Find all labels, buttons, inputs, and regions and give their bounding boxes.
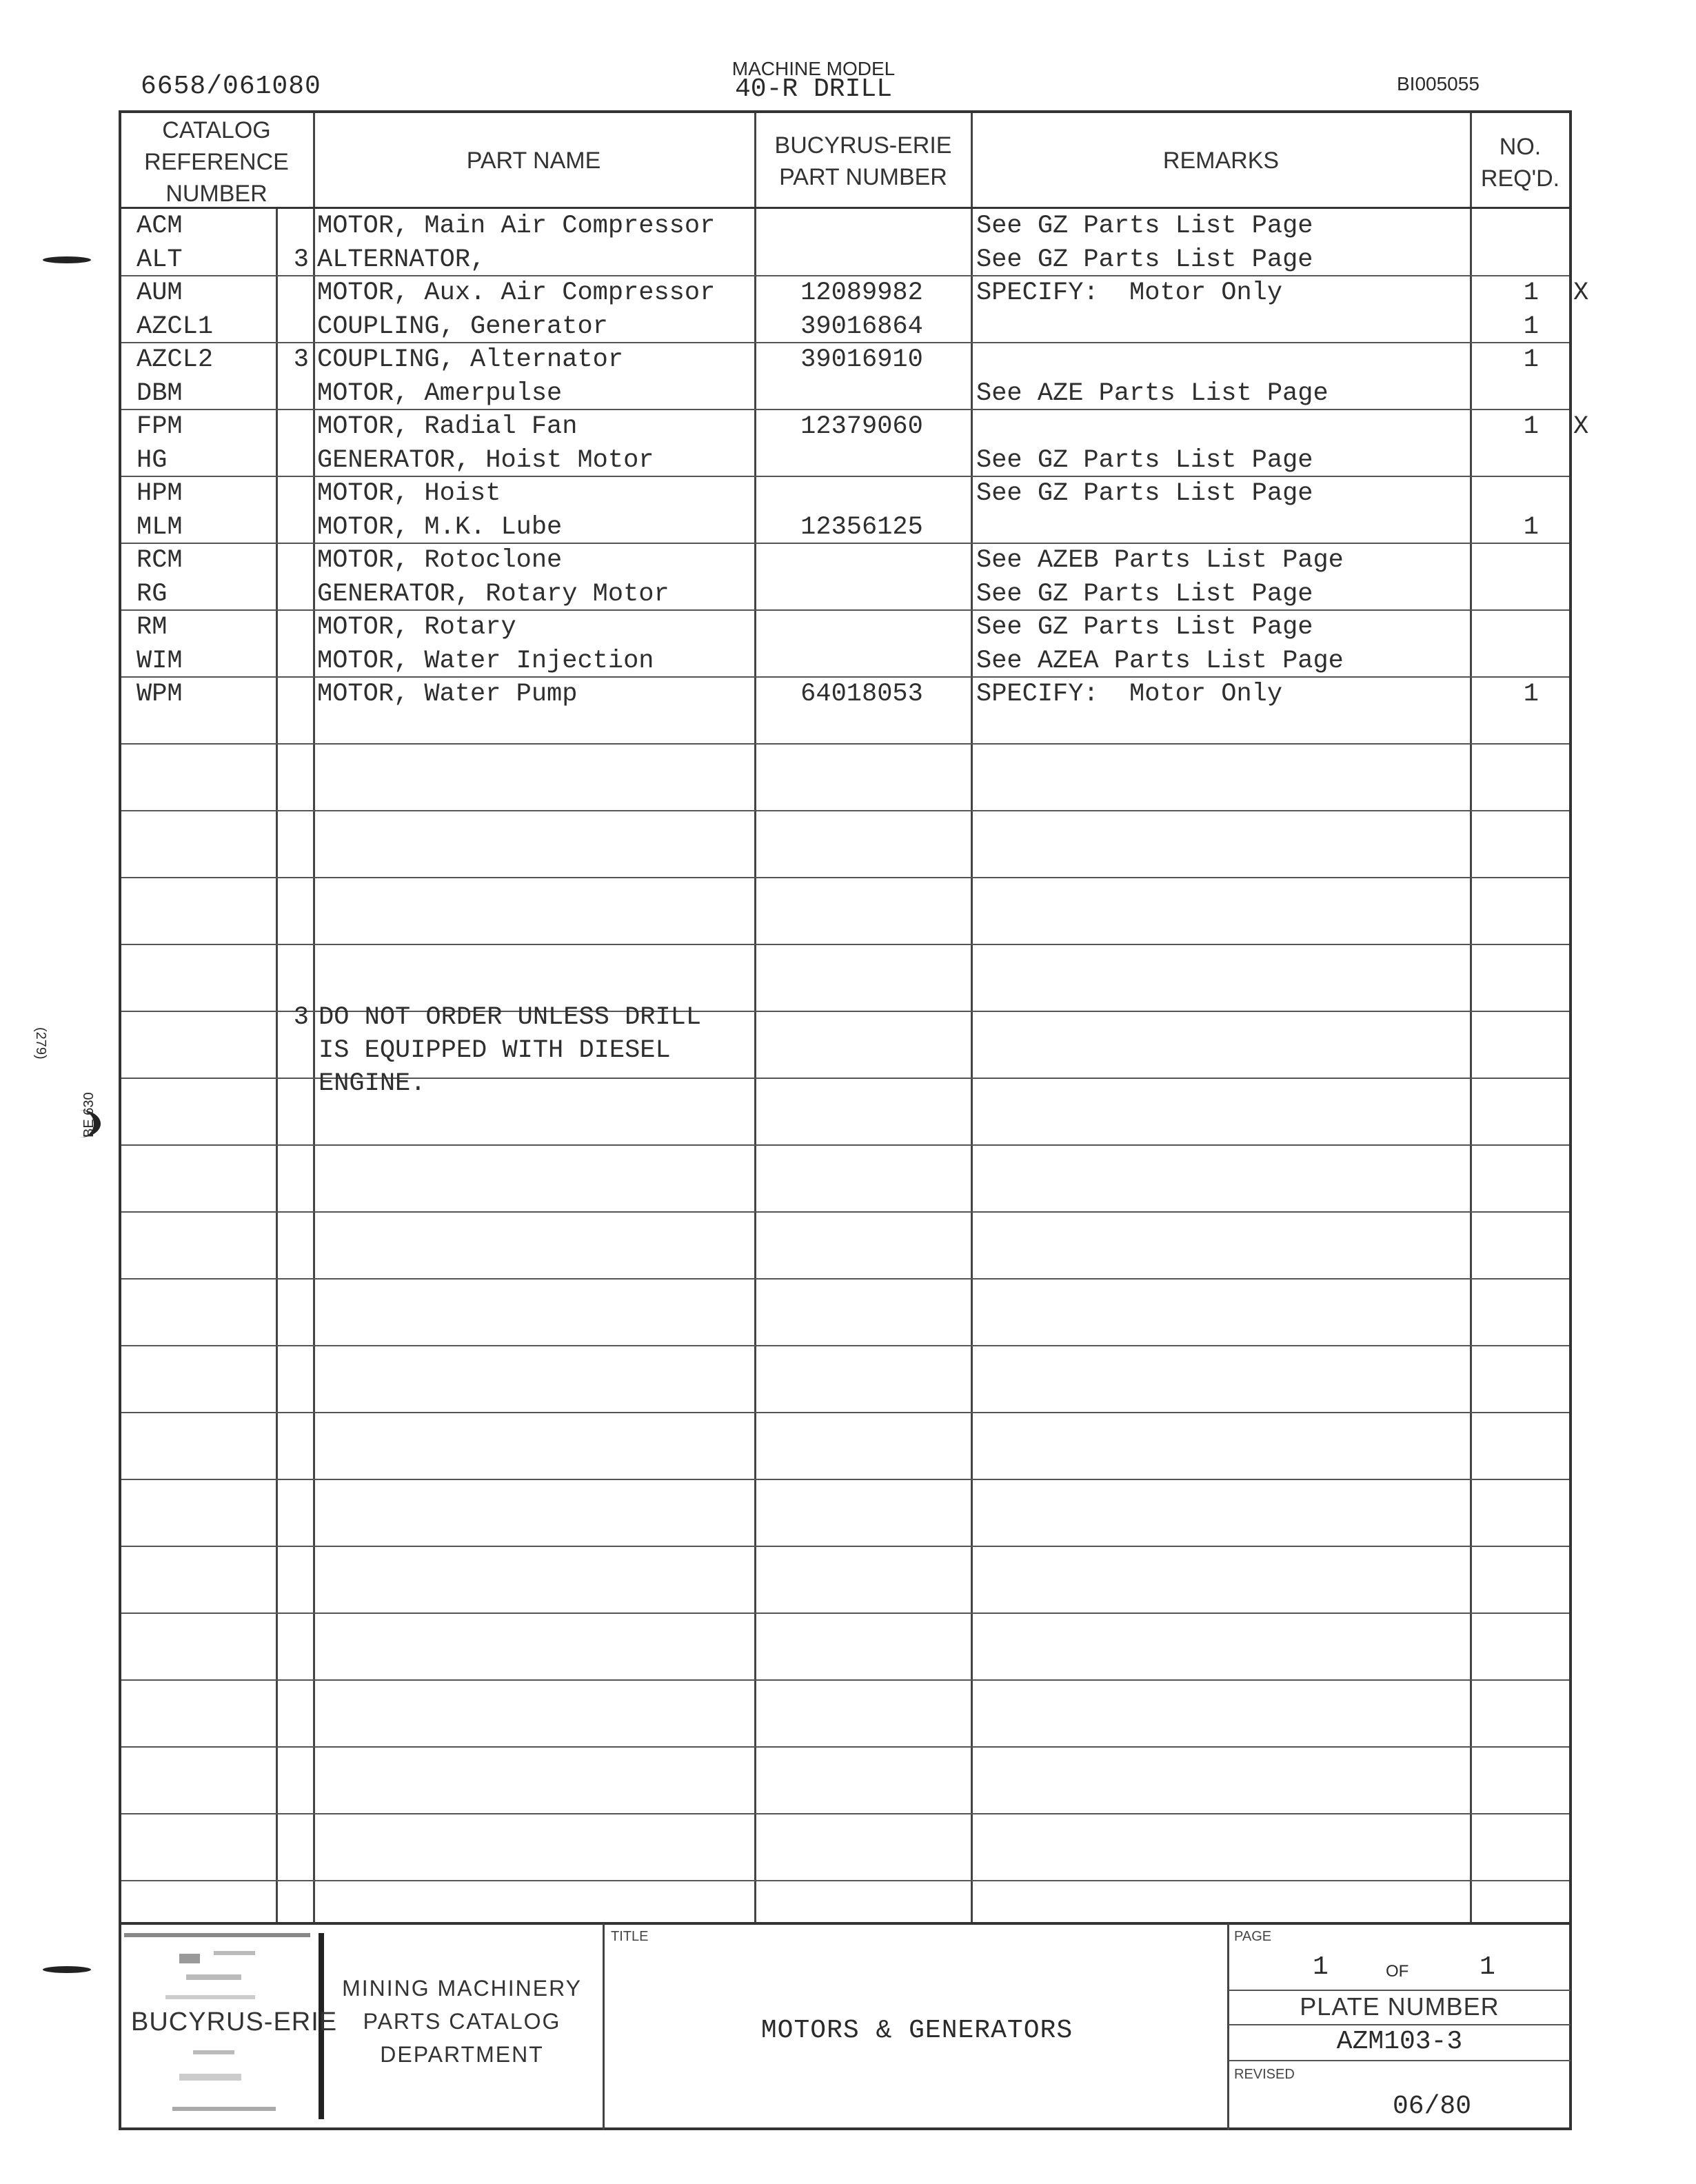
bi-number: BI005055 [1397,73,1480,94]
col-divider-part-name [754,113,756,1923]
cell-note: 3 [293,345,309,374]
cell-remarks: See GZ Parts List Page [976,613,1313,642]
cell-part-name: MOTOR, Water Injection [317,646,654,676]
cell-ref: RCM [137,546,183,575]
cell-part-number: 39016910 [800,345,923,374]
cell-part-number: 12356125 [800,512,923,542]
plate-mid-line [1229,2024,1571,2025]
row-divider [121,1880,1569,1881]
header-no-reqd [1472,131,1568,194]
plate-number-label: PLATE NUMBER [1300,1992,1500,2021]
cell-remarks: See GZ Parts List Page [976,212,1313,241]
plate-top-line [1229,1990,1571,1991]
cell-remarks: See GZ Parts List Page [976,479,1313,508]
col-divider-note [313,113,315,1923]
revised-label: REVISED [1234,2067,1295,2082]
cell-qty: 1 [1523,312,1539,341]
header-catalog-ref [121,114,312,210]
punch-mark-bottom [43,1966,91,1973]
page-total: 1 [1480,1952,1495,1982]
row-divider [121,1746,1569,1748]
footer-divider-title [603,1923,605,2130]
revised-top-line [1229,2060,1571,2061]
cell-part-name: COUPLING, Generator [317,312,608,341]
cell-part-name: GENERATOR, Hoist Motor [317,445,654,475]
row-divider [121,1144,1569,1146]
cell-part-number: 64018053 [800,680,923,709]
row-divider [121,1278,1569,1280]
footer-top-border [120,1922,1571,1925]
cell-ref: WIM [137,646,183,676]
cell-remarks: SPECIFY: Motor Only [976,680,1283,709]
row-divider [121,1679,1569,1681]
punch-mark-top [43,256,91,263]
cell-ref: MLM [137,512,183,542]
col-divider-ref [276,207,278,1923]
footnote-line-3: ENGINE. [319,1069,426,1098]
cell-part-name: MOTOR, Main Air Compressor [317,212,716,241]
plate-number-value: AZM103-3 [1336,2027,1463,2056]
header-catalog-ref-line3: NUMBER [165,181,267,207]
header-remarks: REMARKS [1162,148,1280,174]
cell-remarks: See GZ Parts List Page [976,245,1313,274]
row-divider [121,1412,1569,1413]
footnote-line-2: IS EQUIPPED WITH DIESEL [319,1036,671,1065]
row-divider [121,743,1569,745]
header-part-name: PART NAME [466,148,601,174]
footnote-line-1: DO NOT ORDER UNLESS DRILL [319,1003,702,1032]
document-number: 6658/061080 [141,72,321,101]
row-divider [121,1546,1569,1547]
cell-part-name: COUPLING, Alternator [317,345,624,374]
header-part-number-line1: BUCYRUS-ERIE [774,132,952,159]
cell-qty: 1 [1523,680,1539,709]
dept-line-3: DEPARTMENT [380,2042,544,2067]
header-catalog-ref-line2: REFERENCE [144,149,289,175]
cell-part-name: MOTOR, Amerpulse [317,378,563,408]
cell-mark: X [1573,412,1589,441]
company-name: BUCYRUS-ERIE [131,2008,338,2036]
cell-qty: 1 [1523,412,1539,441]
cell-ref: AUM [137,279,183,307]
cell-part-name: MOTOR, Water Pump [317,680,578,709]
cell-ref: WPM [137,680,183,709]
cell-part-number: 12089982 [800,279,923,307]
cell-qty: 1 [1523,345,1539,374]
col-divider-remarks [1470,113,1472,1923]
page-number: 1 [1313,1952,1329,1982]
dept-line-1: MINING MACHINERY [342,1976,582,2001]
cell-part-name: MOTOR, Rotary [317,613,516,642]
form-code-2: BE 630 [81,1092,97,1138]
cell-note: 3 [293,245,309,274]
header-no-reqd-line2: REQ'D. [1480,165,1560,192]
cell-ref: AZCL1 [137,312,214,341]
cell-ref: HPM [137,479,183,508]
cell-remarks: SPECIFY: Motor Only [976,279,1283,307]
cell-part-name: MOTOR, M.K. Lube [317,512,563,542]
cell-part-number: 39016864 [800,312,923,341]
cell-ref: RG [137,579,168,609]
page-of-label: OF [1386,1962,1409,1981]
row-divider [121,810,1569,811]
cell-ref: ACM [137,212,183,241]
header-part-number [756,130,970,193]
row-divider [121,1211,1569,1213]
cell-remarks: See GZ Parts List Page [976,445,1313,475]
row-divider [121,1345,1569,1346]
machine-model-value: 40-R DRILL [734,74,893,104]
header-part-number-line2: PART NUMBER [779,164,947,190]
cell-remarks: See GZ Parts List Page [976,579,1313,609]
cell-ref: DBM [137,378,183,408]
cell-part-name: MOTOR, Aux. Air Compressor [317,279,716,307]
revised-date: 06/80 [1393,2092,1472,2121]
document-title: MOTORS & GENERATORS [760,2016,1073,2045]
cell-remarks: See AZE Parts List Page [976,378,1329,408]
cell-part-name: GENERATOR, Rotary Motor [317,579,669,609]
cell-part-name: MOTOR, Rotoclone [317,546,563,575]
row-divider [121,1479,1569,1480]
footnote-number: 3 [293,1003,309,1032]
dept-line-2: PARTS CATALOG [363,2009,561,2034]
row-divider [121,944,1569,945]
cell-remarks: See AZEA Parts List Page [976,646,1344,676]
cell-part-name: ALTERNATOR, [317,245,486,274]
cell-qty: 1 [1523,512,1539,542]
cell-mark: X [1573,279,1589,307]
row-divider [121,1813,1569,1814]
title-label: TITLE [611,1929,649,1944]
cell-part-number: 12379060 [800,412,923,441]
cell-ref: HG [137,445,168,475]
page-label: PAGE [1234,1929,1272,1944]
row-divider [121,1612,1569,1614]
row-divider [121,877,1569,878]
header-row-divider [120,207,1571,209]
header-no-reqd-line1: NO. [1499,134,1542,160]
header-catalog-ref-line1: CATALOG [162,117,271,143]
cell-remarks: See AZEB Parts List Page [976,546,1344,575]
cell-ref: FPM [137,412,183,441]
cell-ref: ALT [137,245,183,274]
cell-part-name: MOTOR, Radial Fan [317,412,578,441]
cell-qty: 1 [1523,279,1539,307]
machine-model-label: MACHINE MODEL [731,58,896,79]
department-block [331,1972,593,2071]
cell-part-name: MOTOR, Hoist [317,479,501,508]
cell-ref: RM [137,613,168,642]
col-divider-part-number [971,113,973,1923]
form-code-1: (279) [33,1027,48,1060]
cell-ref: AZCL2 [137,345,214,374]
